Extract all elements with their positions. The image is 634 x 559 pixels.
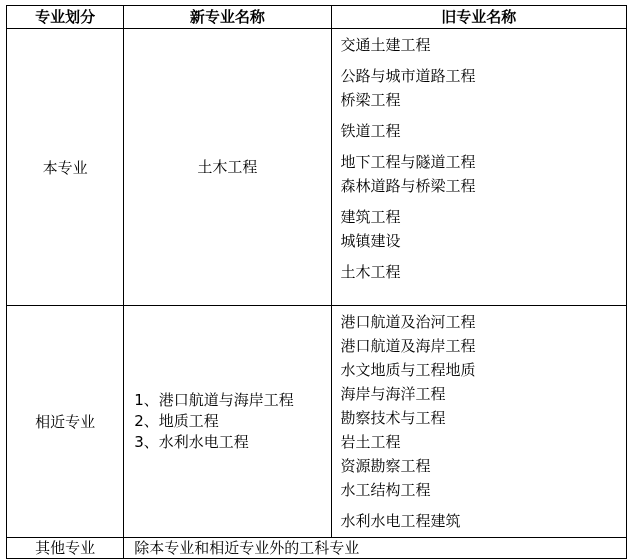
new-name-cell-main (124, 29, 331, 306)
new-name-item: 3、水利水电工程 (134, 433, 249, 451)
old-name-item: 水工结构工程 (340, 481, 431, 499)
new-name-cell-related (124, 306, 331, 538)
old-name-item: 水文地质与工程地质 (340, 361, 476, 379)
header-new-name: 新专业名称 (124, 6, 331, 29)
old-name-item: 土木工程 (340, 263, 401, 281)
table-row-related-major (7, 306, 627, 538)
table-row-other-major (7, 538, 627, 559)
old-name-item: 公路与城市道路工程 (340, 67, 476, 85)
old-name-item: 城镇建设 (340, 232, 401, 250)
table-header-row (7, 6, 627, 29)
old-name-item: 资源勘察工程 (340, 457, 431, 475)
old-name-item: 港口航道及治河工程 (340, 313, 476, 331)
other-major-description: 除本专业和相近专业外的工科专业 (124, 538, 627, 559)
old-name-item: 港口航道及海岸工程 (340, 337, 476, 355)
old-name-item: 水利水电工程建筑 (340, 512, 461, 530)
old-name-item: 森林道路与桥梁工程 (340, 177, 476, 195)
header-old-name: 旧专业名称 (331, 6, 626, 29)
division-other-major: 其他专业 (7, 538, 124, 559)
old-name-item: 交通土建工程 (340, 36, 431, 54)
new-name-item: 2、地质工程 (134, 412, 219, 430)
new-name-item: 1、港口航道与海岸工程 (134, 391, 294, 409)
table-row-main-major (7, 29, 627, 306)
old-name-item: 地下工程与隧道工程 (340, 153, 476, 171)
old-name-item: 建筑工程 (340, 208, 401, 226)
division-main-major: 本专业 (7, 29, 124, 306)
old-name-item: 勘察技术与工程 (340, 409, 446, 427)
division-related-major: 相近专业 (7, 306, 124, 538)
new-name-item: 土木工程 (197, 157, 258, 176)
old-name-cell-related (331, 306, 626, 538)
old-name-cell-main (331, 29, 626, 306)
old-name-item: 桥梁工程 (340, 91, 401, 109)
header-division: 专业划分 (7, 6, 124, 29)
major-comparison-table (6, 5, 627, 559)
old-name-item: 海岸与海洋工程 (340, 385, 446, 403)
old-name-item: 岩土工程 (340, 433, 401, 451)
old-name-item: 铁道工程 (340, 122, 401, 140)
